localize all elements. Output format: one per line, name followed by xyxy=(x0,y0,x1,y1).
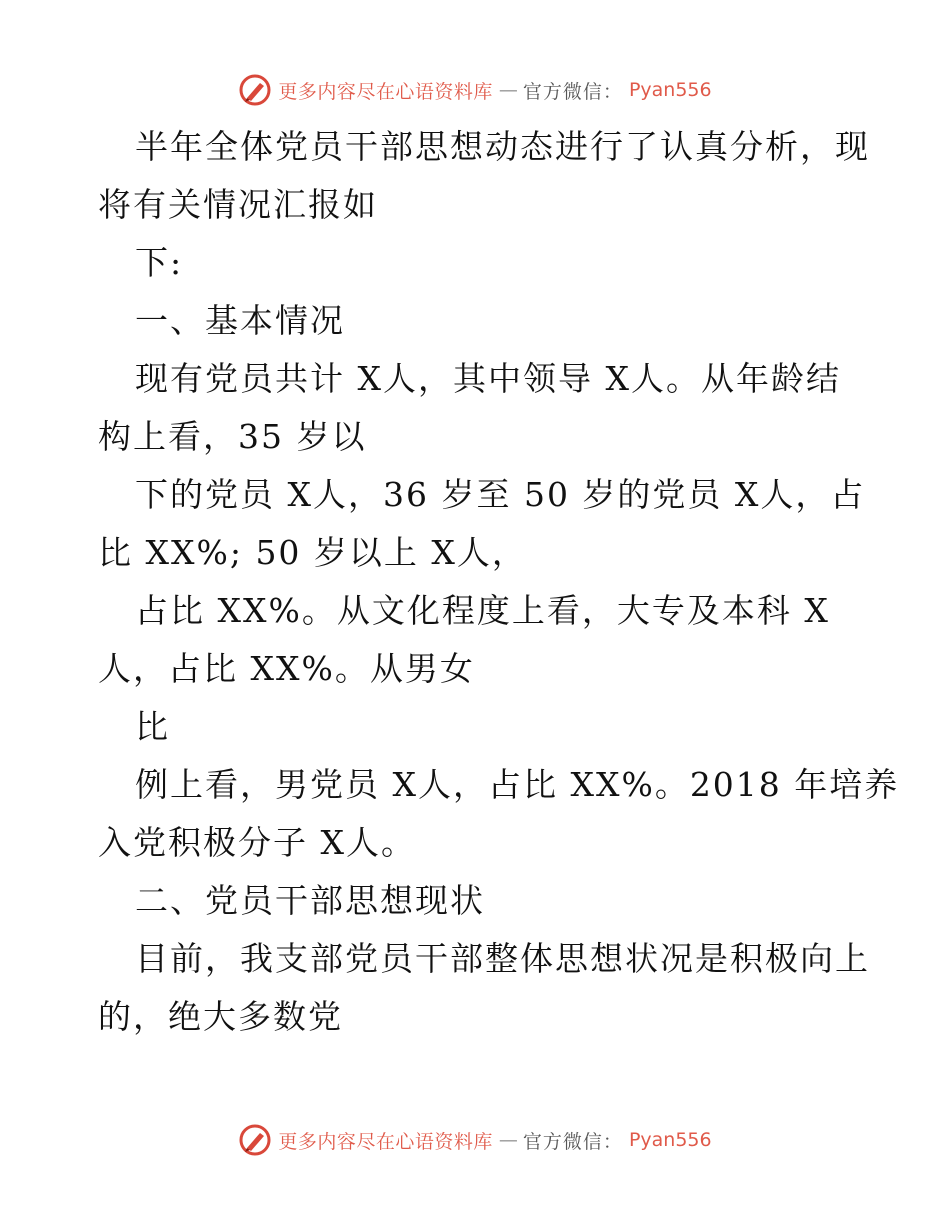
watermark-separator: — xyxy=(498,1129,517,1151)
paragraph-line: 比 XX%; 50 岁以上 X人， xyxy=(98,533,527,572)
section-heading: 二、党员干部思想现状 xyxy=(135,881,485,920)
paragraph-line: 目前，我支部党员干部整体思想状况是积极向上 xyxy=(135,939,870,978)
section-heading: 一、基本情况 xyxy=(135,301,345,340)
footer-watermark xyxy=(0,1120,950,1160)
paragraph-line: 半年全体党员干部思想动态进行了认真分析，现 xyxy=(135,127,870,166)
header-watermark xyxy=(0,70,950,110)
paragraph-line: 占比 XX%。从文化程度上看，大专及本科 X xyxy=(135,591,830,630)
watermark-wechat-handle: Pyan556 xyxy=(628,79,712,101)
paragraph-line: 比 xyxy=(135,707,170,746)
paragraph-line: 例上看，男党员 X人，占比 XX%。2018 年培养 xyxy=(135,765,900,804)
watermark-brand-text: 更多内容尽在心语资料库 xyxy=(278,80,493,103)
red-pen-circle-icon xyxy=(238,1123,272,1157)
watermark-wechat-label: 官方微信： xyxy=(522,1130,623,1153)
watermark-wechat-handle: Pyan556 xyxy=(628,1129,712,1151)
paragraph-line: 下的党员 X人，36 岁至 50 岁的党员 X人，占 xyxy=(135,475,866,514)
watermark-separator: — xyxy=(498,79,517,101)
watermark-wechat-label: 官方微信： xyxy=(522,80,623,103)
paragraph-line: 将有关情况汇报如 xyxy=(98,185,378,224)
paragraph-line: 现有党员共计 X人，其中领导 X人。从年龄结 xyxy=(135,359,841,398)
red-pen-circle-icon xyxy=(238,73,272,107)
paragraph-line: 人，占比 XX%。从男女 xyxy=(98,649,475,688)
watermark-brand-text: 更多内容尽在心语资料库 xyxy=(278,1130,493,1153)
paragraph-line: 构上看，35 岁以 xyxy=(98,417,367,456)
paragraph-line: 下: xyxy=(135,243,184,282)
paragraph-line: 入党积极分子 X人。 xyxy=(98,823,416,862)
paragraph-line: 的，绝大多数党 xyxy=(98,997,343,1036)
